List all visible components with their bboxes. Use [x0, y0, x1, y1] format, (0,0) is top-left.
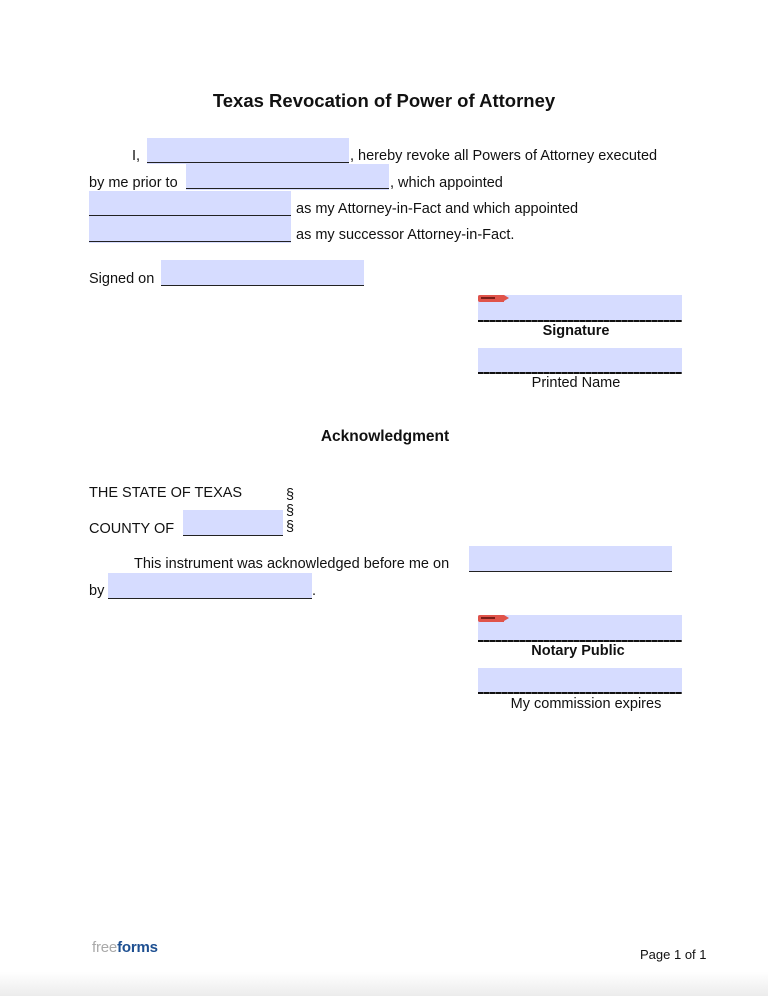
ack-by-underline [108, 598, 312, 599]
logo-forms-text: forms [117, 939, 158, 956]
section-symbol-1: § [286, 487, 295, 503]
ack-period: . [312, 583, 317, 599]
text-which-appointed: , which appointed [390, 175, 503, 191]
county-field[interactable] [183, 510, 283, 536]
document-title: Texas Revocation of Power of Attorney [212, 90, 556, 111]
principal-name-field[interactable] [147, 138, 349, 164]
ack-date-field[interactable] [469, 546, 672, 572]
state-label: THE STATE OF TEXAS [89, 485, 243, 501]
ack-by-label: by [89, 583, 105, 599]
printed-name-field[interactable] [478, 348, 682, 372]
sign-here-flag-icon [478, 615, 504, 622]
county-label: COUNTY OF [89, 521, 175, 537]
county-underline [183, 535, 283, 536]
signed-date-field[interactable] [161, 260, 364, 286]
prior-date-underline [186, 188, 389, 189]
ack-line-1: This instrument was acknowledged before me on [134, 556, 450, 572]
text-by-me-prior-to: by me prior to [89, 175, 178, 191]
commission-expires-field[interactable] [478, 668, 682, 692]
text-hereby-revoke: , hereby revoke all Powers of Attorney executed [350, 148, 658, 164]
section-symbol-3: § [286, 519, 295, 535]
notary-public-label: Notary Public [531, 643, 625, 659]
text-as-my-attorney: as my Attorney-in-Fact and which appointed [296, 201, 579, 217]
commission-expires-label: My commission expires [510, 696, 662, 712]
signed-date-underline [161, 285, 364, 286]
printed-name-label: Printed Name [531, 375, 621, 391]
sign-here-flag-icon [478, 295, 504, 302]
text-as-my-successor: as my successor Attorney-in-Fact. [296, 227, 515, 243]
attorney-in-fact-field[interactable] [89, 191, 291, 217]
attorney-in-fact-underline [89, 215, 291, 216]
successor-attorney-underline [89, 241, 291, 242]
text-i: I, [132, 148, 141, 164]
logo-free-text: free [92, 939, 118, 956]
ack-date-underline [469, 571, 672, 572]
section-symbol-2: § [286, 503, 295, 519]
acknowledgment-heading: Acknowledgment [320, 428, 450, 445]
prior-date-field[interactable] [186, 164, 389, 190]
commission-expires-line [478, 692, 682, 694]
signed-on-label: Signed on [89, 271, 155, 287]
principal-name-underline [147, 162, 349, 163]
page-number: Page 1 of 1 [640, 947, 707, 962]
ack-by-field[interactable] [108, 573, 312, 599]
freeforms-logo [92, 939, 158, 956]
viewer-bottom-edge [0, 972, 768, 996]
signature-label: Signature [542, 323, 610, 339]
successor-attorney-field[interactable] [89, 217, 291, 243]
